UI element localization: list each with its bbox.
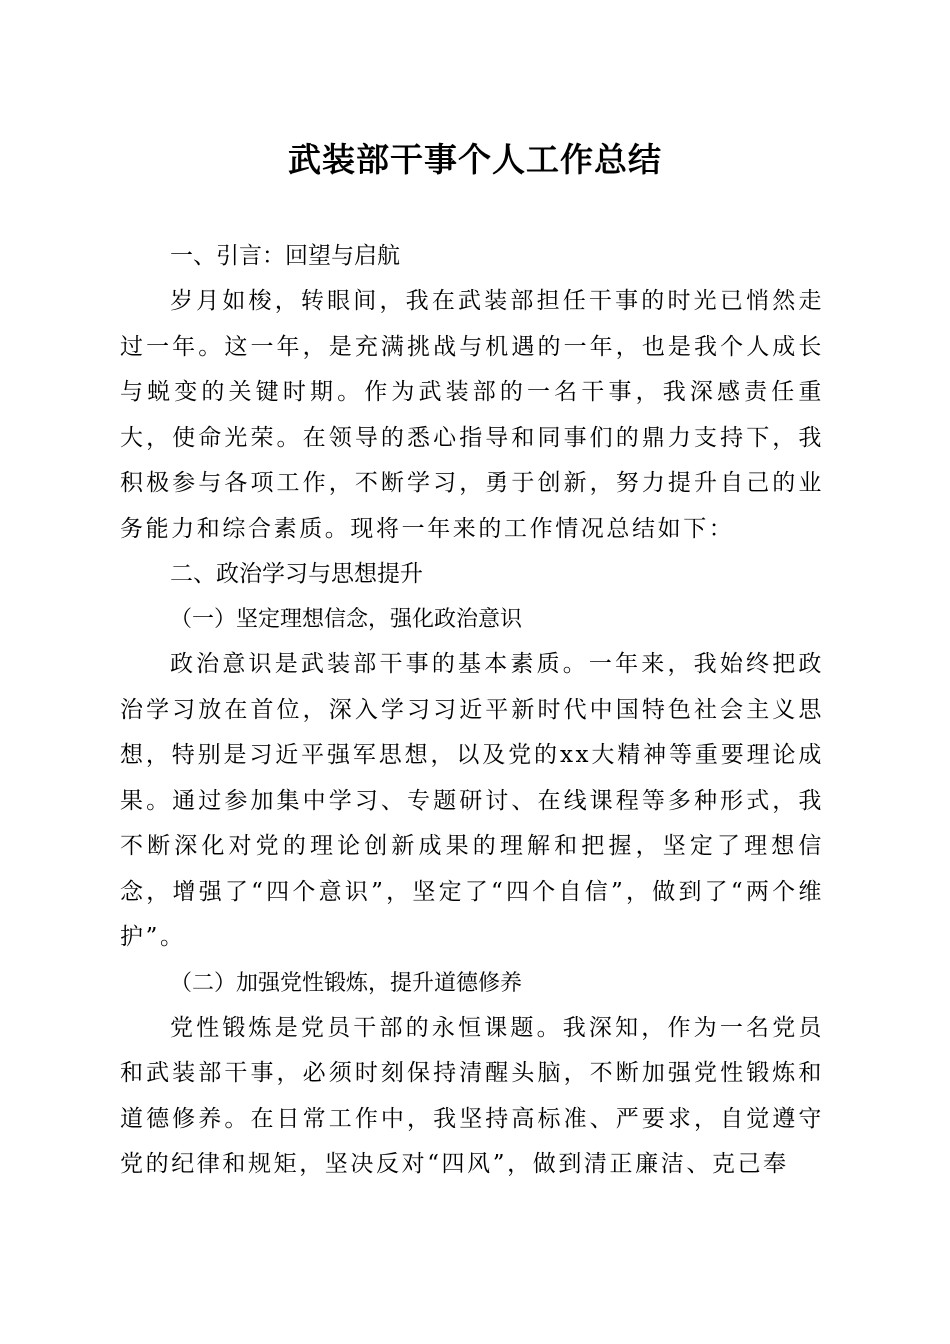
introduction-paragraph: 岁月如梭，转眼间，我在武装部担任干事的时光已悄然走过一年。这一年，是充满挑战与机遇的一年，也是我个人成长与蜕变的关键时期。作为武装部的一名干事，我深感责任重大，使命光荣。在领导的悉心指导和同事们的鼎力支持下，我积极参与各项工作，不断学习，勇于创新，努力提升自己的业务能力和综合素质。现将一年来的工作情况总结如下： bbox=[120, 288, 824, 542]
party-spirit-paragraph: 党性锻炼是党员干部的永恒课题。我深知，作为一名党员和武装部干事，必须时刻保持清醒头脑，不断加强党性锻炼和道德修养。在日常工作中，我坚持高标准、严要求，自觉遵守党的纪律和规矩，坚决反对“四风”，做到清正廉洁、克己奉 bbox=[120, 1014, 824, 1177]
subsection-heading-ideals: （一）坚定理想信念，强化政治意识 bbox=[170, 607, 523, 632]
section-heading-political-study: 二、政治学习与思想提升 bbox=[170, 561, 423, 587]
ideals-paragraph: 政治意识是武装部干事的基本素质。一年来，我始终把政治学习放在首位，深入学习习近平新时代中国特色社会主义思想，特别是习近平强军思想，以及党的xx大精神等重要理论成果。通过参加集中学习、专题研讨、在线课程等多种形式，我不断深化对党的理论创新成果的理解和把握，坚定了理想信念，增强了“四个意识”，坚定了“四个自信”，做到了“两个维护”。 bbox=[120, 651, 824, 950]
document-body bbox=[120, 234, 824, 1188]
document-title: 武装部干事个人工作总结 bbox=[288, 140, 662, 179]
subsection-heading-party-spirit: （二）加强党性锻炼，提升道德修养 bbox=[170, 970, 523, 996]
section-heading-introduction: 一、引言：回望与启航 bbox=[170, 243, 400, 269]
